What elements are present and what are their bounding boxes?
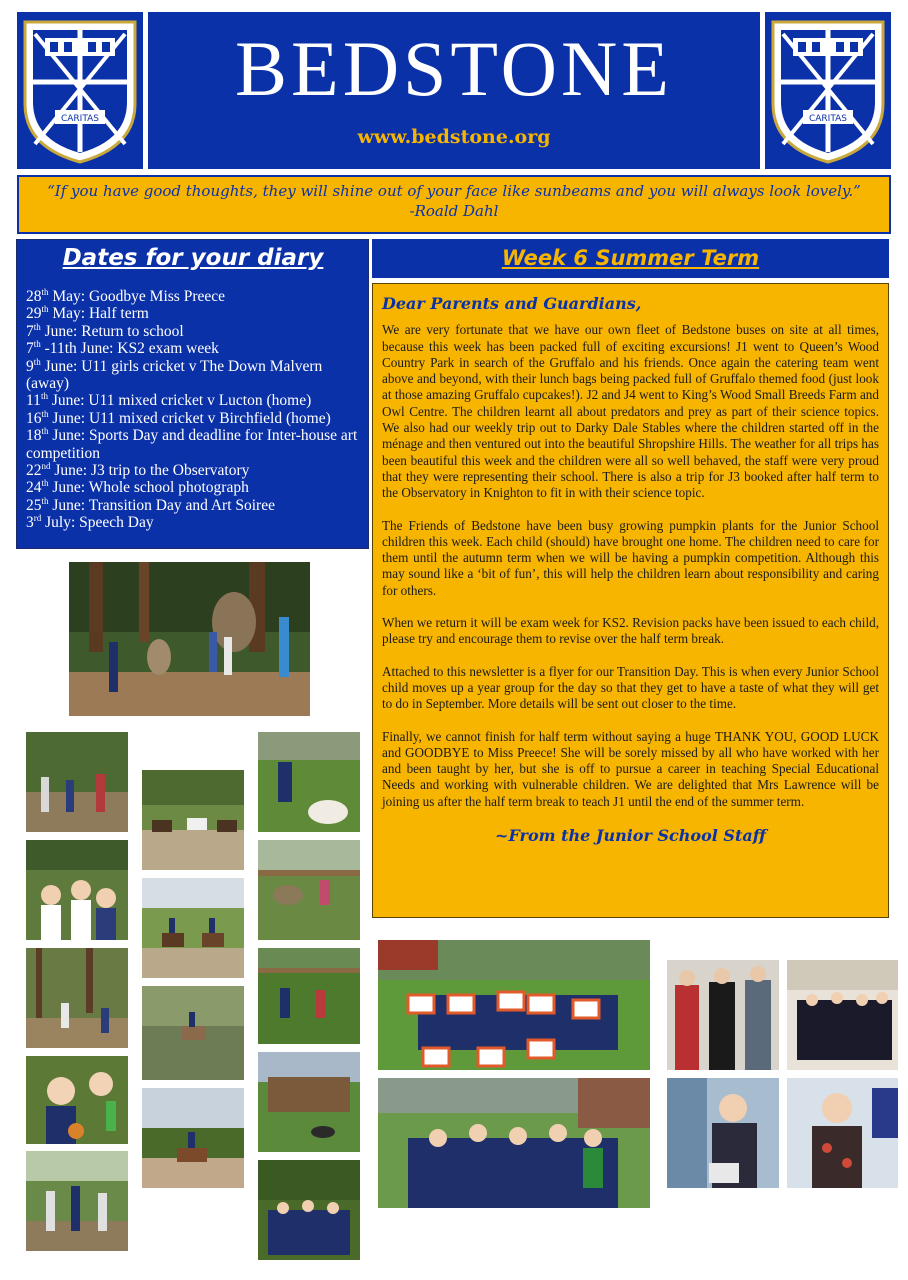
diary-panel xyxy=(16,239,369,549)
diary-list xyxy=(26,288,360,532)
photo-menage-riding xyxy=(142,770,244,870)
letter-paragraph: Finally, we cannot finish for half term without saying a huge THANK YOU, GOOD LUCK and GOODBYE to Miss Preece! She will be sorely missed by all who have worked with her and been taught by her, but she is off to pursue a career in teaching Special Educational Needs and working with vulnerable children. We are delighted that Mrs Lawrence will be joining us after the half term break to teach J1 until the end of the summer term. xyxy=(382,728,879,809)
diary-item-text: June: Whole school photograph xyxy=(48,479,249,497)
week-banner-text: Week 6 Summer Term xyxy=(501,246,760,270)
photo-teacher-gifts xyxy=(667,1078,779,1188)
diary-item-text: June: U11 mixed cricket v Lucton (home) xyxy=(47,392,312,410)
diary-item xyxy=(26,410,360,427)
diary-item xyxy=(26,358,360,393)
diary-item xyxy=(26,462,360,479)
diary-item-day: 9 xyxy=(26,357,34,375)
diary-item-day: 25 xyxy=(26,496,42,514)
photo-children-outdoors xyxy=(26,840,128,940)
quote-text: “If you have good thoughts, they will shine out of your face like sunbeams and you will always look lovely.” xyxy=(47,182,861,200)
letter-panel xyxy=(372,283,889,918)
quote-banner xyxy=(17,175,891,234)
photo-woods-group xyxy=(26,732,128,832)
crest-motto: CARITAS xyxy=(808,114,848,124)
crest-left xyxy=(17,12,143,169)
diary-item-suffix: th xyxy=(33,356,41,367)
photo-trees-children xyxy=(26,1151,128,1251)
photo-trail-riding xyxy=(142,986,244,1080)
diary-item-day: 29 xyxy=(26,305,42,323)
school-crest-icon xyxy=(17,12,143,169)
diary-item-suffix: th xyxy=(33,339,41,350)
diary-item-day: 22 xyxy=(26,462,42,480)
photo-staff-dressup xyxy=(667,960,779,1070)
diary-item-day: 18 xyxy=(26,427,42,445)
photo-rainbow-drawings xyxy=(378,940,650,1070)
diary-item-day: 24 xyxy=(26,479,42,497)
diary-item-text: May: Goodbye Miss Preece xyxy=(48,288,226,305)
diary-item-suffix: th xyxy=(41,426,49,437)
diary-item-suffix: nd xyxy=(41,460,51,471)
diary-item xyxy=(26,305,360,322)
diary-heading: Dates for your diary xyxy=(62,245,324,271)
diary-item xyxy=(26,392,360,409)
week-banner xyxy=(372,239,889,278)
diary-item-day: 3 xyxy=(26,514,34,532)
diary-item-day: 7 xyxy=(26,322,34,340)
letter-paragraph: Attached to this newsletter is a flyer for our Transition Day. This is when every Junior School child moves up a year group for the day so that they get to have a taste of what they will get to do in September. More details will be sent out closer to the time. xyxy=(382,663,879,712)
diary-item-suffix: th xyxy=(41,304,49,315)
diary-item-text: July: Speech Day xyxy=(41,514,154,532)
letter-paragraph: We are very fortunate that we have our own fleet of Bedstone buses on site at all times, because this week has been packed full of exciting excursions! J1 went to Queen’s Wood Country Park in search of the Gruffalo and his friends. Once again the catering team went above and beyond, with their lunch bags being packed full of Gruffalo themed food (just look at those amazing Gruffalo cupcakes!). J2 and J4 went to King’s Wood Small Breeds Farm and Owl Centre. The children learnt all about predators and prey as part of their science topics. We also had our weekly trip out to Darky Dale Stables where the children started off in the ménage and then ventured out into the beautiful Shropshire Hills. The weather for all trips has been beautiful this week and the children were all so well behaved, the staff were very proud that they were representing their school. There is also a trip for J3 booked after half term to the Observatory in Knighton to fit in with their science topic. xyxy=(382,322,879,501)
diary-item xyxy=(26,497,360,514)
diary-item-text: -11th June: KS2 exam week xyxy=(40,340,219,358)
quote-author: -Roald Dahl xyxy=(409,202,499,220)
photo-owl-centre xyxy=(258,840,360,940)
photo-farm-sheep xyxy=(258,732,360,832)
photo-pony-ride xyxy=(142,1088,244,1188)
diary-item-text: June: J3 trip to the Observatory xyxy=(50,462,250,480)
diary-item-text: June: U11 girls cricket v The Down Malvern (away) xyxy=(26,357,323,393)
letter-body xyxy=(382,322,879,810)
newsletter-title: BEDSTONE xyxy=(235,25,673,112)
diary-item-suffix: th xyxy=(41,495,49,506)
masthead xyxy=(148,12,760,169)
photo-school-group xyxy=(378,1078,650,1208)
diary-item xyxy=(26,323,360,340)
photo-cupcakes xyxy=(26,1056,128,1144)
diary-item xyxy=(26,479,360,496)
diary-item-day: 28 xyxy=(26,288,42,305)
diary-item-suffix: rd xyxy=(33,513,42,524)
website-link[interactable]: www.bedstone.org xyxy=(357,126,551,148)
diary-item-suffix: th xyxy=(41,408,49,419)
photo-forest-walk xyxy=(26,948,128,1048)
diary-item-text: June: Return to school xyxy=(40,322,184,340)
photo-farm-barn xyxy=(258,1052,360,1152)
diary-item xyxy=(26,340,360,357)
letter-paragraph: When we return it will be exam week for KS2. Revision packs have been issued to each child, please try and encourage them to revise over the half term break. xyxy=(382,615,879,647)
photo-classroom xyxy=(787,960,898,1070)
diary-item-suffix: th xyxy=(41,478,49,489)
diary-item-text: June: U11 mixed cricket v Birchfield (home) xyxy=(48,409,331,427)
diary-item-day: 16 xyxy=(26,409,42,427)
school-crest-icon xyxy=(765,12,891,169)
diary-item xyxy=(26,288,360,305)
diary-item xyxy=(26,427,360,462)
diary-item-suffix: th xyxy=(41,286,49,297)
photo-farm-animals xyxy=(258,948,360,1044)
diary-item-day: 7 xyxy=(26,340,34,358)
photo-gruffalo-forest xyxy=(69,562,310,716)
diary-item-day: 11 xyxy=(26,392,41,410)
diary-item-text: June: Transition Day and Art Soiree xyxy=(48,496,275,514)
photo-class-group xyxy=(258,1160,360,1260)
diary-item-suffix: th xyxy=(40,391,48,402)
photo-teacher-portrait xyxy=(787,1078,898,1188)
crest-right xyxy=(765,12,891,169)
photo-hills-riding xyxy=(142,878,244,978)
diary-item-text: June: Sports Day and deadline for Inter-house art competition xyxy=(26,427,358,462)
letter-paragraph: The Friends of Bedstone have been busy growing pumpkin plants for the Junior School children this week. Each child (should) have brought one home. The children need to care for them until the autumn term when we will be having a pumpkin competition. Although this may sound like a ‘bit of fun’, this will help the children learn about responsibility and caring for others. xyxy=(382,517,879,598)
diary-item xyxy=(26,514,360,531)
diary-item-text: May: Half term xyxy=(48,305,149,323)
letter-greeting: Dear Parents and Guardians, xyxy=(382,294,642,313)
diary-item-suffix: th xyxy=(33,321,41,332)
crest-motto: CARITAS xyxy=(60,114,100,124)
letter-signoff: ~From the Junior School Staff xyxy=(495,826,766,846)
